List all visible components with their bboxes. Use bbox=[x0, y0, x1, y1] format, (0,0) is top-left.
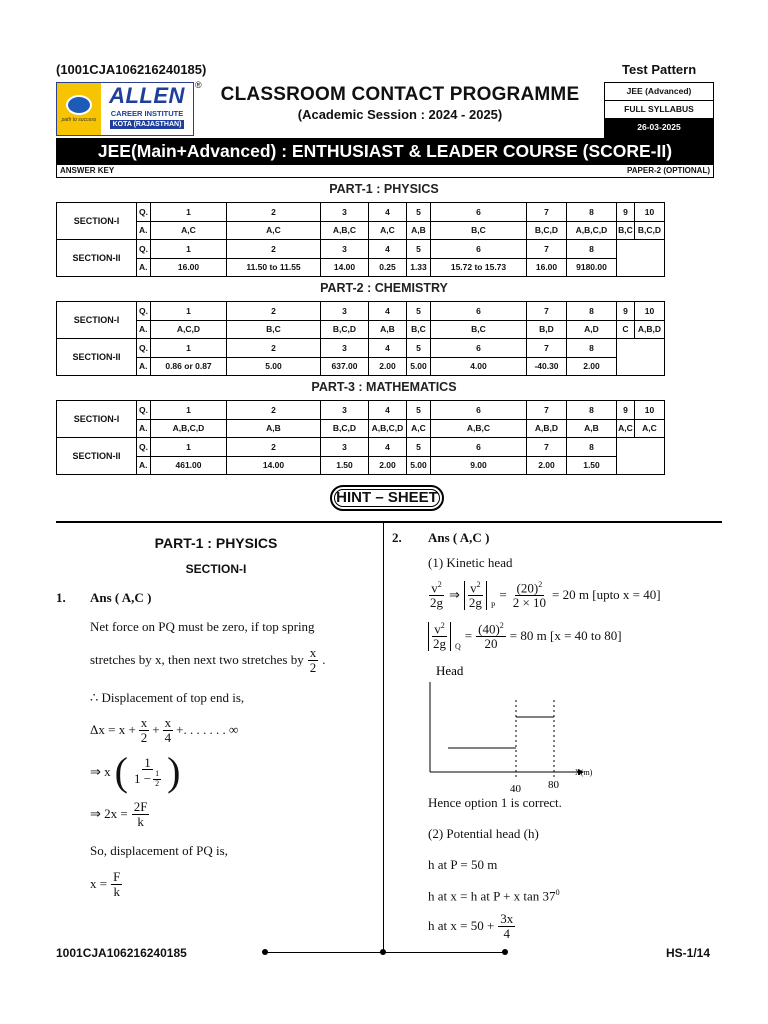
answer-cell: 16.00 bbox=[151, 258, 227, 277]
answer-cell: A,B bbox=[567, 419, 617, 438]
question-label: Q. bbox=[137, 438, 151, 457]
question-number-cell: 3 bbox=[321, 203, 369, 222]
question-number-cell: 2 bbox=[227, 302, 321, 321]
answer-cell: 9.00 bbox=[431, 456, 527, 475]
document-code: (1001CJA106216240185) bbox=[56, 62, 207, 77]
question-number-cell: 7 bbox=[527, 401, 567, 420]
answer-cell: B,C bbox=[431, 221, 527, 240]
answer-cell: 0.86 or 0.87 bbox=[151, 357, 227, 376]
answer-cell: 1.50 bbox=[321, 456, 369, 475]
answer-label: A. bbox=[137, 357, 151, 376]
question-number-cell: 4 bbox=[369, 438, 407, 457]
hint-sheet-title: HINT – SHEET bbox=[330, 485, 444, 511]
question-number-cell: 6 bbox=[431, 339, 527, 358]
table-row bbox=[57, 438, 735, 457]
question-number-cell: 9 bbox=[617, 302, 635, 321]
answer-cell: 1.50 bbox=[567, 456, 617, 475]
answer-cell: 1.33 bbox=[407, 258, 431, 277]
answer-label: A. bbox=[137, 419, 151, 438]
footer-dot-center bbox=[380, 949, 386, 955]
section-label: SECTION-II bbox=[57, 240, 137, 277]
question-number-cell: 6 bbox=[431, 203, 527, 222]
answer-cell: 637.00 bbox=[321, 357, 369, 376]
q1-line-2: stretches by x, then next two stretches by $\frac{x}{2}$ . bbox=[90, 645, 326, 675]
hint-part-title: PART-1 : PHYSICS bbox=[154, 535, 278, 551]
q1-line-1: Net force on PQ must be zero, if top spring bbox=[90, 619, 315, 634]
footer-dot-left bbox=[262, 949, 268, 955]
answer-label: A. bbox=[137, 221, 151, 240]
q2-eq2-note: = 80 m [x = 40 to 80] bbox=[509, 628, 622, 644]
logo-brand: ALLEN bbox=[109, 83, 185, 108]
answer-cell: A,B,C,D bbox=[567, 221, 617, 240]
table-row bbox=[57, 221, 735, 240]
question-number-cell: 9 bbox=[617, 203, 635, 222]
question-number-cell: 8 bbox=[567, 339, 617, 358]
answer-cell: B,C,D bbox=[321, 320, 369, 339]
answer-cell: A,C bbox=[227, 221, 321, 240]
q2-answer: Ans ( A,C ) bbox=[428, 530, 490, 545]
answer-cell: B,C bbox=[431, 320, 527, 339]
question-number-cell: 1 bbox=[151, 302, 227, 321]
question-number-cell: 8 bbox=[567, 302, 617, 321]
question-number-cell: 6 bbox=[431, 438, 527, 457]
question-number-cell: 3 bbox=[321, 302, 369, 321]
answer-cell: -40.30 bbox=[527, 357, 567, 376]
answer-cell: 2.00 bbox=[369, 456, 407, 475]
answer-cell: A,C,D bbox=[151, 320, 227, 339]
question-number-cell: 9 bbox=[617, 401, 635, 420]
logo-tagline: path to success bbox=[61, 117, 97, 123]
answer-cell: A,C bbox=[635, 419, 665, 438]
answer-cell: 4.00 bbox=[431, 357, 527, 376]
syllabus-label: FULL SYLLABUS bbox=[605, 101, 713, 119]
answer-cell: A,B bbox=[227, 419, 321, 438]
empty-cell bbox=[617, 339, 665, 376]
section-label: SECTION-I bbox=[57, 401, 137, 438]
q2-line-1: (1) Kinetic head bbox=[428, 555, 513, 570]
logo-emblem-icon bbox=[57, 83, 101, 135]
question-label: Q. bbox=[137, 302, 151, 321]
question-label: Q. bbox=[137, 401, 151, 420]
answer-cell: A,B,C,D bbox=[151, 419, 227, 438]
answer-cell: 2.00 bbox=[527, 456, 567, 475]
answer-cell: A,B,C,D bbox=[369, 419, 407, 438]
answer-cell: A,B bbox=[369, 320, 407, 339]
question-number-cell: 3 bbox=[321, 401, 369, 420]
question-number-cell: 2 bbox=[227, 203, 321, 222]
answer-cell: A,C bbox=[407, 419, 431, 438]
question-number-cell: 1 bbox=[151, 401, 227, 420]
answer-cell: 2.00 bbox=[369, 357, 407, 376]
answer-cell: A,B,D bbox=[635, 320, 665, 339]
question-number-cell: 1 bbox=[151, 240, 227, 259]
question-number-cell: 1 bbox=[151, 203, 227, 222]
question-number-cell: 8 bbox=[567, 438, 617, 457]
answer-key-table bbox=[56, 301, 735, 376]
answer-cell: 0.25 bbox=[369, 258, 407, 277]
q2-line-5-text: h at x = h at P + x tan 37 bbox=[428, 888, 556, 904]
hint-top-rule bbox=[56, 521, 722, 523]
question-number-cell: 10 bbox=[635, 401, 665, 420]
column-divider bbox=[383, 521, 384, 951]
exam-info-box bbox=[604, 82, 714, 138]
q2-line-2: Hence option 1 is correct. bbox=[428, 795, 562, 810]
graph-tick-80: 80 bbox=[548, 779, 559, 791]
question-number-cell: 6 bbox=[431, 240, 527, 259]
question-number-cell: 5 bbox=[407, 240, 431, 259]
q2-line-5 bbox=[428, 888, 560, 904]
answer-cell: 9180.00 bbox=[567, 258, 617, 277]
question-number-cell: 3 bbox=[321, 339, 369, 358]
q1-number: 1. bbox=[56, 590, 66, 605]
answer-key-label: ANSWER KEY bbox=[60, 166, 115, 175]
question-number-cell: 10 bbox=[635, 302, 665, 321]
part-title: PART-3 : MATHEMATICS bbox=[311, 380, 457, 394]
answer-key-table bbox=[56, 400, 735, 475]
question-number-cell: 2 bbox=[227, 438, 321, 457]
question-number-cell: 7 bbox=[527, 302, 567, 321]
q2-kinetic-equation-2: $\frac{v^2}{2g}$ $_Q$ = $\frac{(40)^2}{20}$ = 80 m [x = 40 to 80] bbox=[428, 622, 622, 651]
question-number-cell: 10 bbox=[635, 203, 665, 222]
question-number-cell: 5 bbox=[407, 438, 431, 457]
exam-date: 26-03-2025 bbox=[605, 119, 713, 137]
question-number-cell: 6 bbox=[431, 302, 527, 321]
question-label: Q. bbox=[137, 240, 151, 259]
empty-cell bbox=[617, 438, 665, 475]
q2-line-6: h at x = 50 + $\frac{3x}{4}$ bbox=[428, 911, 514, 941]
answer-cell: A,B bbox=[407, 221, 431, 240]
section-label: SECTION-II bbox=[57, 339, 137, 376]
table-row bbox=[57, 240, 735, 259]
part-title: PART-2 : CHEMISTRY bbox=[320, 281, 448, 295]
question-number-cell: 5 bbox=[407, 203, 431, 222]
question-number-cell: 2 bbox=[227, 401, 321, 420]
question-number-cell: 7 bbox=[527, 339, 567, 358]
programme-title: CLASSROOM CONTACT PROGRAMME bbox=[220, 84, 580, 105]
question-number-cell: 4 bbox=[369, 302, 407, 321]
section-label: SECTION-II bbox=[57, 438, 137, 475]
answer-cell: A,B,C bbox=[321, 221, 369, 240]
kinetic-head-graph bbox=[428, 662, 604, 798]
question-label: Q. bbox=[137, 203, 151, 222]
q1-line-4: So, displacement of PQ is, bbox=[90, 843, 228, 858]
q1-series-equation: Δx = x + $\frac{x}{2}$ + $\frac{x}{4}$ +. . . . . . . ∞ bbox=[90, 715, 239, 745]
answer-cell: A,D bbox=[567, 320, 617, 339]
answer-cell: 14.00 bbox=[321, 258, 369, 277]
question-number-cell: 8 bbox=[567, 203, 617, 222]
answer-cell: B,C bbox=[617, 221, 635, 240]
answer-cell: 15.72 to 15.73 bbox=[431, 258, 527, 277]
q2-line-6-text: h at x = 50 + bbox=[428, 918, 495, 934]
paper-label: PAPER-2 (OPTIONAL) bbox=[627, 166, 710, 175]
academic-session: (Academic Session : 2024 - 2025) bbox=[297, 107, 503, 122]
q1-line-2-text: stretches by x, then next two stretches by bbox=[90, 652, 304, 668]
table-row bbox=[57, 302, 735, 321]
answer-cell: B,C bbox=[227, 320, 321, 339]
answer-cell: 461.00 bbox=[151, 456, 227, 475]
graph-tick-40: 40 bbox=[510, 783, 521, 795]
question-number-cell: 7 bbox=[527, 438, 567, 457]
question-number-cell: 1 bbox=[151, 339, 227, 358]
answer-cell: A,B,D bbox=[527, 419, 567, 438]
q1-sum-equation: ⇒ x ( 1 1 − $\frac{1}{2}$ ) bbox=[90, 749, 181, 794]
answer-key-table bbox=[56, 202, 735, 277]
question-number-cell: 5 bbox=[407, 401, 431, 420]
q2-eq1-note: = 20 m [upto x = 40] bbox=[552, 587, 661, 603]
question-label: Q. bbox=[137, 339, 151, 358]
table-row bbox=[57, 203, 735, 222]
question-number-cell: 1 bbox=[151, 438, 227, 457]
question-number-cell: 5 bbox=[407, 339, 431, 358]
answer-cell: A,C bbox=[151, 221, 227, 240]
answer-cell: 16.00 bbox=[527, 258, 567, 277]
answer-cell: 5.00 bbox=[227, 357, 321, 376]
answer-cell: A,C bbox=[617, 419, 635, 438]
graph-x-label: X(m) bbox=[575, 768, 593, 777]
q1-line-3: ∴ Displacement of top end is, bbox=[90, 690, 245, 705]
allen-logo bbox=[56, 82, 194, 136]
question-number-cell: 5 bbox=[407, 302, 431, 321]
question-number-cell: 8 bbox=[567, 240, 617, 259]
table-row bbox=[57, 320, 735, 339]
answer-label: A. bbox=[137, 258, 151, 277]
section-label: SECTION-I bbox=[57, 302, 137, 339]
exam-name: JEE (Advanced) bbox=[605, 83, 713, 101]
q2-line-4: h at P = 50 m bbox=[428, 857, 498, 872]
x-over-2-fraction: $\frac{x}{2}$ bbox=[309, 645, 317, 675]
question-number-cell: 4 bbox=[369, 339, 407, 358]
question-number-cell: 7 bbox=[527, 203, 567, 222]
answer-cell: 2.00 bbox=[567, 357, 617, 376]
question-number-cell: 3 bbox=[321, 240, 369, 259]
test-pattern-label: Test Pattern bbox=[622, 62, 697, 77]
question-number-cell: 2 bbox=[227, 339, 321, 358]
q1-final-equation: x = $\frac{F}{k}$ bbox=[90, 869, 121, 899]
question-number-cell: 4 bbox=[369, 401, 407, 420]
answer-cell: A,B,C bbox=[431, 419, 527, 438]
question-number-cell: 2 bbox=[227, 240, 321, 259]
answer-label: A. bbox=[137, 456, 151, 475]
question-number-cell: 7 bbox=[527, 240, 567, 259]
answer-cell: 5.00 bbox=[407, 357, 431, 376]
answer-label: A. bbox=[137, 320, 151, 339]
question-number-cell: 6 bbox=[431, 401, 527, 420]
empty-cell bbox=[617, 240, 665, 277]
answer-cell: 11.50 to 11.55 bbox=[227, 258, 321, 277]
registered-mark: ® bbox=[195, 80, 202, 90]
graph-y-label: Head bbox=[436, 663, 464, 678]
answer-cell: B,D bbox=[527, 320, 567, 339]
answer-key-bar bbox=[56, 165, 714, 178]
q2-line-3: (2) Potential head (h) bbox=[428, 826, 539, 841]
part-title: PART-1 : PHYSICS bbox=[329, 182, 439, 196]
table-row bbox=[57, 419, 735, 438]
answer-cell: 5.00 bbox=[407, 456, 431, 475]
q2-kinetic-equation-1: $\frac{v^2}{2g}$ ⇒ $\frac{v^2}{2g}$ $_P$ = $\frac{(20)^2}{2 \times 10}$ = 20 m [upto x = 40] bbox=[430, 580, 661, 610]
answer-cell: A,C bbox=[369, 221, 407, 240]
question-number-cell: 4 bbox=[369, 240, 407, 259]
question-number-cell: 4 bbox=[369, 203, 407, 222]
section-label: SECTION-I bbox=[57, 203, 137, 240]
hint-section-title: SECTION-I bbox=[185, 562, 247, 576]
answer-cell: B,C,D bbox=[635, 221, 665, 240]
answer-cell: 14.00 bbox=[227, 456, 321, 475]
q1-result-equation: ⇒ 2x = $\frac{2F}{k}$ bbox=[90, 799, 148, 829]
table-row bbox=[57, 339, 735, 358]
footer-dot-right bbox=[502, 949, 508, 955]
q2-number: 2. bbox=[392, 530, 402, 545]
answer-cell: B,C,D bbox=[321, 419, 369, 438]
logo-institute: CAREER INSTITUTE bbox=[110, 109, 184, 118]
answer-cell: B,C,D bbox=[527, 221, 567, 240]
footer-code: 1001CJA106216240185 bbox=[56, 946, 187, 960]
question-number-cell: 3 bbox=[321, 438, 369, 457]
logo-city: KOTA (RAJASTHAN) bbox=[110, 120, 185, 129]
answer-cell: B,C bbox=[407, 320, 431, 339]
question-number-cell: 8 bbox=[567, 401, 617, 420]
q1-answer: Ans ( A,C ) bbox=[90, 590, 152, 605]
answer-cell: C bbox=[617, 320, 635, 339]
page-number: HS-1/14 bbox=[666, 946, 711, 960]
q2-line-5-sup: 0 bbox=[555, 888, 560, 897]
table-row bbox=[57, 401, 735, 420]
course-banner: JEE(Main+Advanced) : ENTHUSIAST & LEADER COURSE (SCORE-II) bbox=[56, 138, 714, 165]
